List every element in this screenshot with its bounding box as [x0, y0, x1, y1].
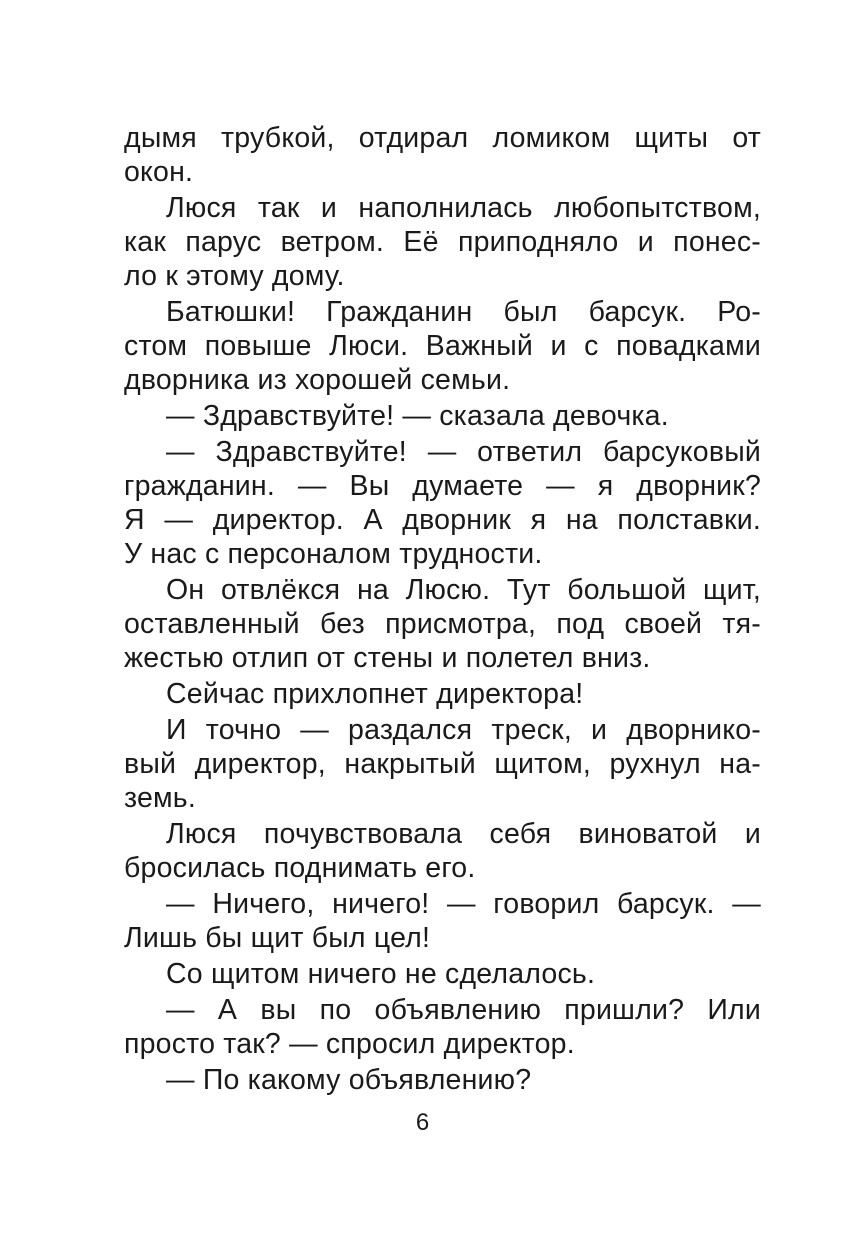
text-line: земь.: [124, 782, 196, 814]
text-line: жестью отлип от стены и полетел вниз.: [124, 642, 651, 674]
text-line: гражданин. — Вы думаете — я дворник?: [124, 470, 761, 502]
text-line: Сейчас прихлопнет директора!: [166, 678, 584, 710]
text-line: как парус ветром. Её приподняло и понес-: [124, 226, 761, 258]
text-line: Люся почувствовала себя виноватой и: [166, 818, 761, 850]
text-line: Со щитом ничего не сделалось.: [166, 958, 596, 990]
text-line: — Ничего, ничего! — говорил барсук. —: [166, 888, 761, 920]
text-line: вый директор, накрытый щитом, рухнул на-: [124, 748, 761, 780]
text-line: стом повыше Люси. Важный и с повадками: [124, 330, 761, 362]
text-line: У нас с персоналом трудности.: [124, 538, 543, 570]
page-body-text: [124, 121, 761, 1097]
text-line: окон.: [124, 156, 194, 188]
text-line: просто так? — спросил директор.: [124, 1028, 575, 1060]
text-line: — Здравствуйте! — сказала девочка.: [166, 400, 669, 432]
text-line: — А вы по объявлению пришли? Или: [166, 994, 761, 1026]
text-line: Люся так и наполнилась любопытством,: [166, 192, 761, 224]
text-line: — По какому объявлению?: [166, 1064, 532, 1096]
text-line: ло к этому дому.: [124, 260, 345, 292]
text-line: — Здравствуйте! — ответил барсуковый: [166, 436, 761, 468]
text-line: дворника из хорошей семьи.: [124, 364, 511, 396]
text-line: дымя трубкой, отдирал ломиком щиты от: [124, 122, 761, 154]
text-line: Батюшки! Гражданин был барсук. Ро-: [166, 296, 761, 328]
text-line: И точно — раздался треск, и дворнико-: [166, 714, 761, 746]
text-line: Лишь бы щит был цел!: [124, 922, 431, 954]
page-number: 6: [415, 1109, 430, 1136]
text-line: оставленный без присмотра, под своей тя-: [124, 608, 761, 640]
text-line: бросилась поднимать его.: [124, 852, 476, 884]
text-line: Он отвлёкся на Люсю. Тут большой щит,: [166, 574, 761, 606]
text-line: Я — директор. А дворник я на полставки.: [124, 504, 761, 536]
